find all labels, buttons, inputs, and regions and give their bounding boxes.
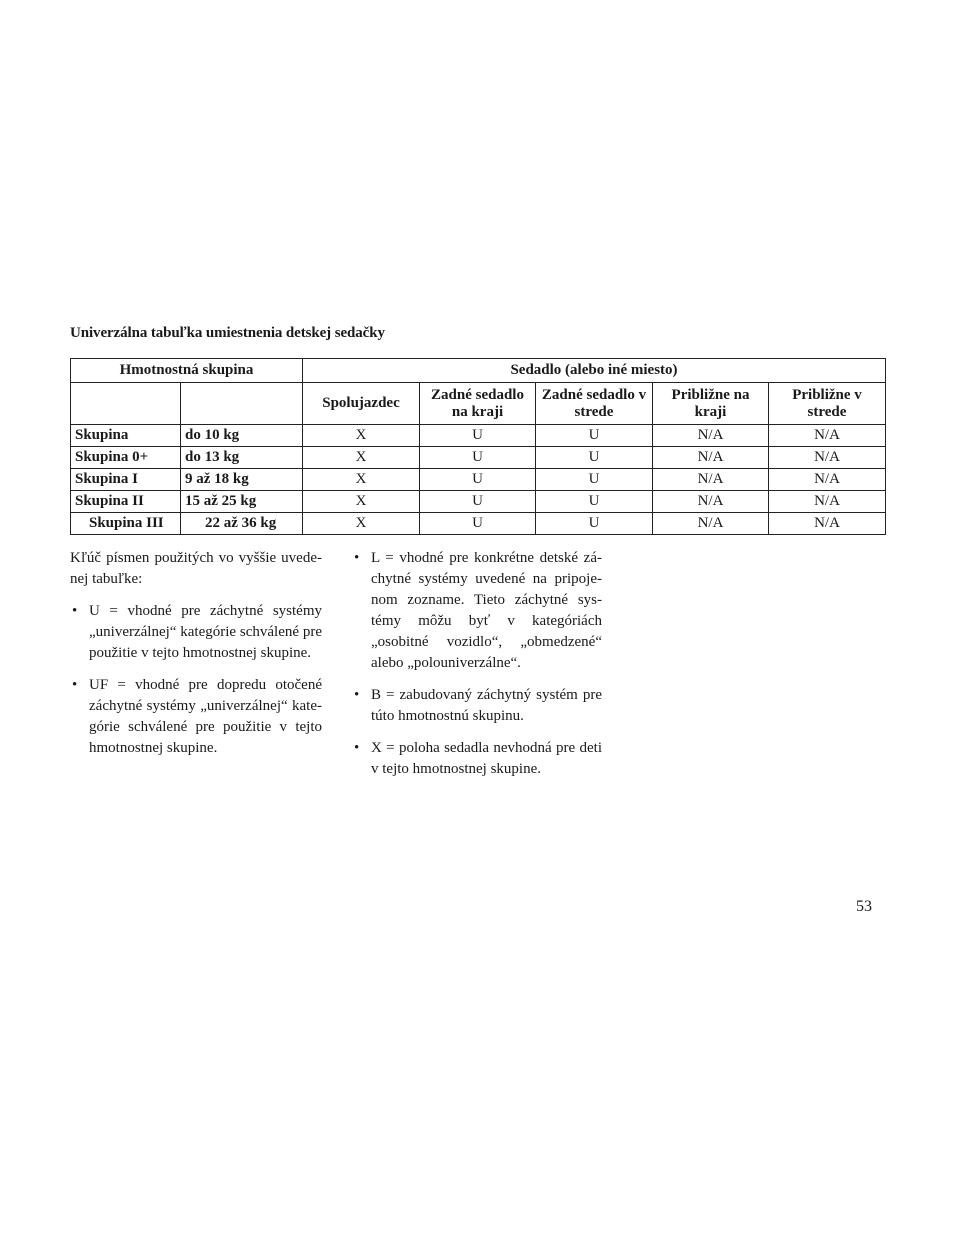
subheader-passenger: Spolujazdec [303, 383, 420, 425]
value-cell: X [303, 447, 420, 469]
bullet-icon: • [72, 603, 78, 619]
value-cell: U [420, 447, 536, 469]
weight-cell: 9 až 18 kg [181, 469, 303, 491]
table-subheader-row [71, 383, 886, 425]
value-cell: U [420, 491, 536, 513]
value-cell: X [303, 491, 420, 513]
right-text-column [352, 548, 602, 791]
value-cell: N/A [769, 491, 886, 513]
subheader-approx-center: Približne v strede [769, 383, 886, 425]
empty-header-cell [71, 383, 181, 425]
weight-group-header: Hmotnostná skupina [71, 359, 303, 383]
value-cell: X [303, 469, 420, 491]
empty-header-cell [181, 383, 303, 425]
list-item [70, 675, 322, 759]
value-cell: N/A [769, 513, 886, 535]
bullet-text: L = vhodné pre konkrétne detské záchytné systémy uvedené na pripojenom zozname. Tieto záchytné systémy môžu byť v kategóriách „osobitné vozidlo“, „obmedzené“ alebo „polouniverzálne“. [371, 550, 602, 671]
table-row [71, 469, 886, 491]
table-title: Univerzálna tabuľka umiestnenia detskej sedačky [70, 325, 385, 341]
value-cell: N/A [769, 425, 886, 447]
left-text-column [70, 548, 322, 770]
subheader-rear-center: Zadné sedadlo v strede [536, 383, 653, 425]
value-cell: U [536, 491, 653, 513]
bullet-icon: • [354, 687, 360, 703]
value-cell: U [420, 469, 536, 491]
list-item [352, 685, 602, 727]
value-cell: N/A [769, 469, 886, 491]
weight-cell: do 10 kg [181, 425, 303, 447]
value-cell: N/A [769, 447, 886, 469]
group-cell: Skupina 0+ [71, 447, 181, 469]
value-cell: X [303, 513, 420, 535]
subheader-rear-outboard: Zadné sedadlo na kraji [420, 383, 536, 425]
value-cell: N/A [653, 425, 769, 447]
table-row [71, 513, 886, 535]
key-intro-paragraph: Kľúč písmen použitých vo vyššie uvedenej tabuľke: [70, 550, 322, 587]
list-item [352, 738, 602, 780]
value-cell: N/A [653, 469, 769, 491]
value-cell: U [536, 447, 653, 469]
page-number: 53 [856, 898, 872, 915]
table-row [71, 447, 886, 469]
list-item [70, 601, 322, 664]
seat-position-header: Sedadlo (alebo iné miesto) [303, 359, 886, 383]
value-cell: U [536, 469, 653, 491]
value-cell: U [536, 513, 653, 535]
value-cell: N/A [653, 491, 769, 513]
bullet-icon: • [354, 550, 360, 566]
value-cell: X [303, 425, 420, 447]
table-header-row [71, 359, 886, 383]
bullet-text: U = vhodné pre záchytné systémy „univerzálnej“ kategórie schválené pre použitie v tejto hmotnostnej skupine. [89, 603, 322, 661]
value-cell: N/A [653, 513, 769, 535]
weight-cell: do 13 kg [181, 447, 303, 469]
group-cell: Skupina I [71, 469, 181, 491]
value-cell: N/A [653, 447, 769, 469]
child-seat-placement-table [70, 358, 886, 535]
weight-cell: 15 až 25 kg [181, 491, 303, 513]
bullet-icon: • [72, 677, 78, 693]
table-row [71, 425, 886, 447]
subheader-approx-outboard: Približne na kraji [653, 383, 769, 425]
group-cell: Skupina [71, 425, 181, 447]
group-cell: Skupina III [71, 513, 181, 535]
list-item [352, 548, 602, 674]
table-row [71, 491, 886, 513]
value-cell: U [420, 425, 536, 447]
value-cell: U [536, 425, 653, 447]
value-cell: U [420, 513, 536, 535]
group-cell: Skupina II [71, 491, 181, 513]
bullet-text: UF = vhodné pre dopredu otočené záchytné systémy „univerzálnej“ kategórie schválené pre použitie v tejto hmotnostnej skupine. [89, 677, 322, 756]
weight-cell: 22 až 36 kg [181, 513, 303, 535]
bullet-text: B = zabudovaný záchytný systém pre túto hmotnostnú skupinu. [371, 687, 602, 724]
bullet-icon: • [354, 740, 360, 756]
bullet-text: X = poloha sedadla nevhodná pre deti v tejto hmotnostnej skupine. [371, 740, 602, 777]
